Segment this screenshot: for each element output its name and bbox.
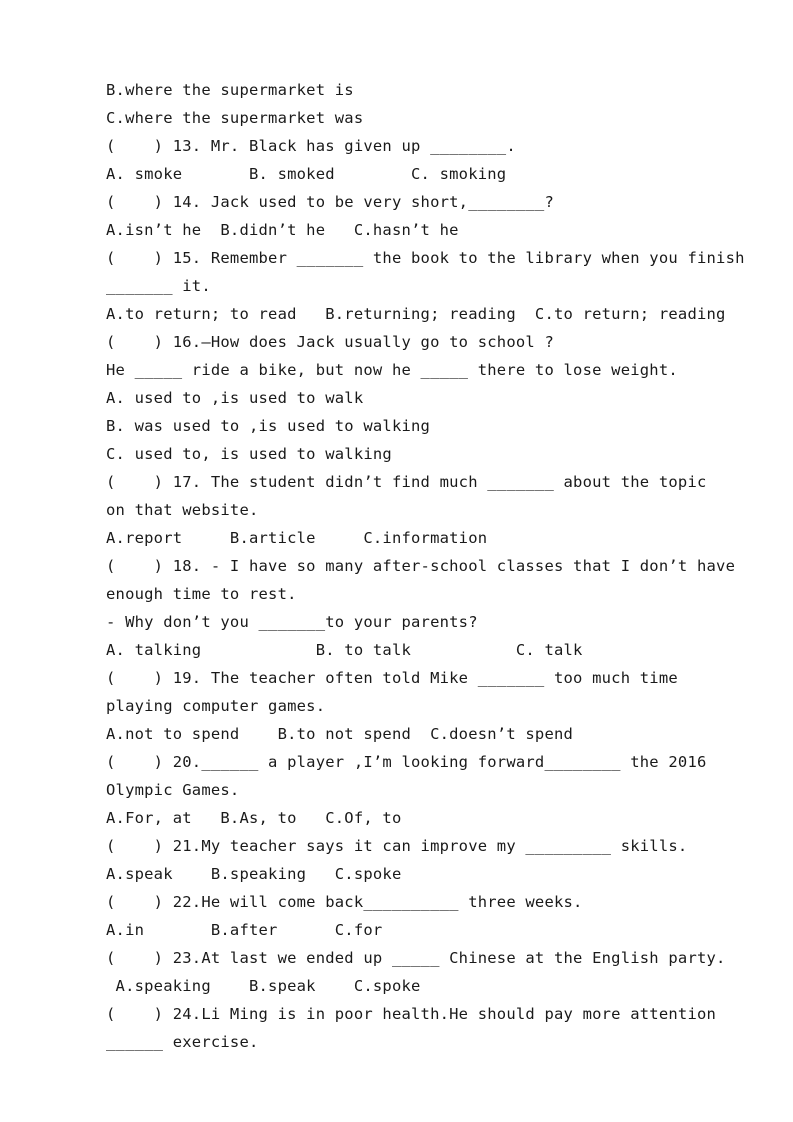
text-line: ______ exercise. xyxy=(106,1033,259,1051)
options-19: A.not to spend B.to not spend C.doesn’t spend xyxy=(106,725,574,743)
question-14: ( ) 14. Jack used to be very short,________? xyxy=(106,193,554,211)
question-15: ( ) 15. Remember _______ the book to the library when you finish xyxy=(106,249,745,267)
text-line: _______ it. xyxy=(106,277,211,295)
text-line: playing computer games. xyxy=(106,697,326,715)
text-line: B.where the supermarket is xyxy=(106,81,354,99)
text-line: - Why don’t you _______to your parents? xyxy=(106,613,478,631)
text-line: Olympic Games. xyxy=(106,781,240,799)
options-18: A. talking B. to talk C. talk xyxy=(106,641,583,659)
options-14: A.isn’t he B.didn’t he C.hasn’t he xyxy=(106,221,459,239)
option-16-b: B. was used to ,is used to walking xyxy=(106,417,431,435)
option-16-a: A. used to ,is used to walk xyxy=(106,389,364,407)
text-line: on that website. xyxy=(106,501,259,519)
text-line: He _____ ride a bike, but now he _____ there to lose weight. xyxy=(106,361,678,379)
option-16-c: C. used to, is used to walking xyxy=(106,445,392,463)
text-line: C.where the supermarket was xyxy=(106,109,364,127)
question-13: ( ) 13. Mr. Black has given up ________. xyxy=(106,137,516,155)
options-20: A.For, at B.As, to C.Of, to xyxy=(106,809,402,827)
question-21: ( ) 21.My teacher says it can improve my _________ skills. xyxy=(106,837,688,855)
options-13: A. smoke B. smoked C. smoking xyxy=(106,165,507,183)
question-24: ( ) 24.Li Ming is in poor health.He should pay more attention xyxy=(106,1005,717,1023)
question-16: ( ) 16.—How does Jack usually go to school ? xyxy=(106,333,554,351)
options-23: A.speaking B.speak C.spoke xyxy=(106,977,421,995)
question-22: ( ) 22.He will come back__________ three weeks. xyxy=(106,893,583,911)
question-18: ( ) 18. - I have so many after-school classes that I don’t have xyxy=(106,557,736,575)
question-17: ( ) 17. The student didn’t find much _______ about the topic xyxy=(106,473,707,491)
question-20: ( ) 20.______ a player ,I’m looking forward________ the 2016 xyxy=(106,753,707,771)
options-21: A.speak B.speaking C.spoke xyxy=(106,865,402,883)
question-23: ( ) 23.At last we ended up _____ Chinese at the English party. xyxy=(106,949,726,967)
exercise-text xyxy=(106,76,745,1056)
question-19: ( ) 19. The teacher often told Mike _______ too much time xyxy=(106,669,678,687)
options-17: A.report B.article C.information xyxy=(106,529,488,547)
options-22: A.in B.after C.for xyxy=(106,921,383,939)
text-line: enough time to rest. xyxy=(106,585,297,603)
options-15: A.to return; to read B.returning; reading C.to return; reading xyxy=(106,305,726,323)
